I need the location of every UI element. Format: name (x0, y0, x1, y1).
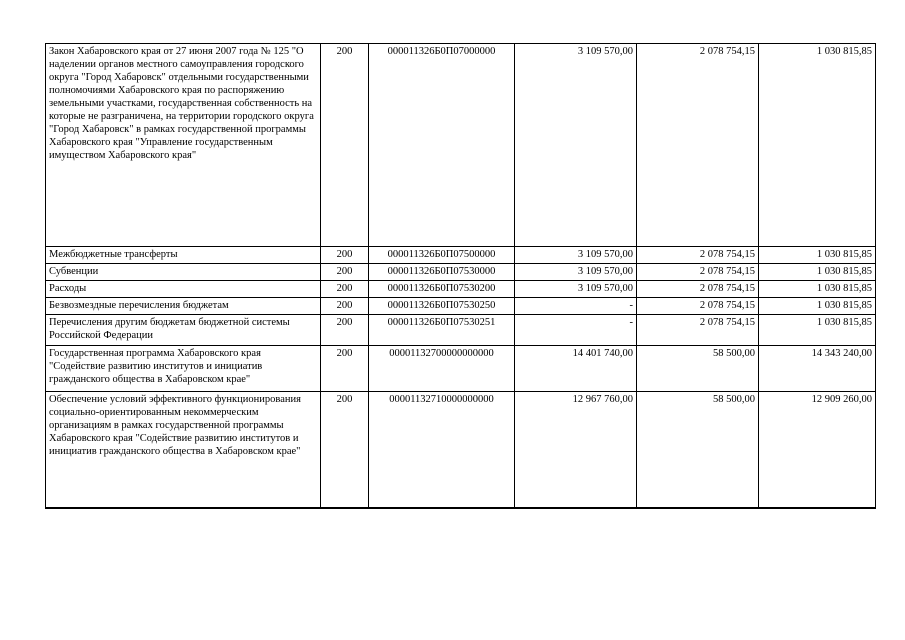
expense-name-cell: Безвозмездные перечисления бюджетам (46, 298, 321, 315)
classification-code-cell: 000011326Б0П07530000 (369, 264, 515, 281)
approved-amount-cell: 3 109 570,00 (515, 281, 637, 298)
expense-name-cell: Закон Хабаровского края от 27 июня 2007 года № 125 "О наделении органов местного самоуправления городского округа "Город Хабаровск" отдельными государственными полномочиями Хабаровского края по распоряжению земельными участками, государственная собственность на которые не разграничена, на территории городского округа "Город Хабаровск" в рамках государственной программы Хабаровского края "Управление государственным имуществом Хабаровского края" (46, 44, 321, 247)
expense-name-cell: Расходы (46, 281, 321, 298)
approved-amount-cell: 3 109 570,00 (515, 247, 637, 264)
table-row (46, 281, 876, 298)
budget-execution-table (45, 43, 876, 509)
classification-code-cell: 000011326Б0П07500000 (369, 247, 515, 264)
classification-code-cell: 00001132700000000000 (369, 346, 515, 392)
expense-name-cell: Межбюджетные трансферты (46, 247, 321, 264)
executed-amount-cell: 2 078 754,15 (637, 315, 759, 346)
executed-amount-cell: 2 078 754,15 (637, 44, 759, 247)
table-row (46, 315, 876, 346)
remaining-amount-cell: 14 343 240,00 (759, 346, 876, 392)
remaining-amount-cell: 1 030 815,85 (759, 247, 876, 264)
remaining-amount-cell: 12 909 260,00 (759, 392, 876, 509)
remaining-amount-cell: 1 030 815,85 (759, 281, 876, 298)
classification-code-cell: 000011326Б0П07530200 (369, 281, 515, 298)
table-row (46, 247, 876, 264)
admin-code-cell: 200 (321, 392, 369, 509)
table-row (46, 44, 876, 247)
remaining-amount-cell: 1 030 815,85 (759, 44, 876, 247)
expense-name-cell: Обеспечение условий эффективного функционирования социально-ориентированным некоммерческим организациям в рамках государственной программы Хабаровского края "Содействие развитию институтов и инициатив гражданского общества в Хабаровском крае" (46, 392, 321, 509)
table-row (46, 346, 876, 392)
approved-amount-cell: - (515, 298, 637, 315)
admin-code-cell: 200 (321, 44, 369, 247)
admin-code-cell: 200 (321, 346, 369, 392)
expense-name-cell: Субвенции (46, 264, 321, 281)
table-row (46, 298, 876, 315)
admin-code-cell: 200 (321, 298, 369, 315)
remaining-amount-cell: 1 030 815,85 (759, 315, 876, 346)
expense-name-cell: Государственная программа Хабаровского края "Содействие развитию институтов и инициатив гражданского общества в Хабаровском крае" (46, 346, 321, 392)
executed-amount-cell: 2 078 754,15 (637, 281, 759, 298)
admin-code-cell: 200 (321, 264, 369, 281)
approved-amount-cell: - (515, 315, 637, 346)
admin-code-cell: 200 (321, 315, 369, 346)
admin-code-cell: 200 (321, 281, 369, 298)
approved-amount-cell: 3 109 570,00 (515, 44, 637, 247)
executed-amount-cell: 58 500,00 (637, 346, 759, 392)
approved-amount-cell: 14 401 740,00 (515, 346, 637, 392)
table-row (46, 264, 876, 281)
approved-amount-cell: 3 109 570,00 (515, 264, 637, 281)
executed-amount-cell: 58 500,00 (637, 392, 759, 509)
approved-amount-cell: 12 967 760,00 (515, 392, 637, 509)
expense-name-cell: Перечисления другим бюджетам бюджетной системы Российской Федерации (46, 315, 321, 346)
classification-code-cell: 00001132710000000000 (369, 392, 515, 509)
remaining-amount-cell: 1 030 815,85 (759, 264, 876, 281)
executed-amount-cell: 2 078 754,15 (637, 264, 759, 281)
executed-amount-cell: 2 078 754,15 (637, 247, 759, 264)
table-row (46, 392, 876, 509)
classification-code-cell: 000011326Б0П07530251 (369, 315, 515, 346)
admin-code-cell: 200 (321, 247, 369, 264)
remaining-amount-cell: 1 030 815,85 (759, 298, 876, 315)
classification-code-cell: 000011326Б0П07000000 (369, 44, 515, 247)
executed-amount-cell: 2 078 754,15 (637, 298, 759, 315)
classification-code-cell: 000011326Б0П07530250 (369, 298, 515, 315)
